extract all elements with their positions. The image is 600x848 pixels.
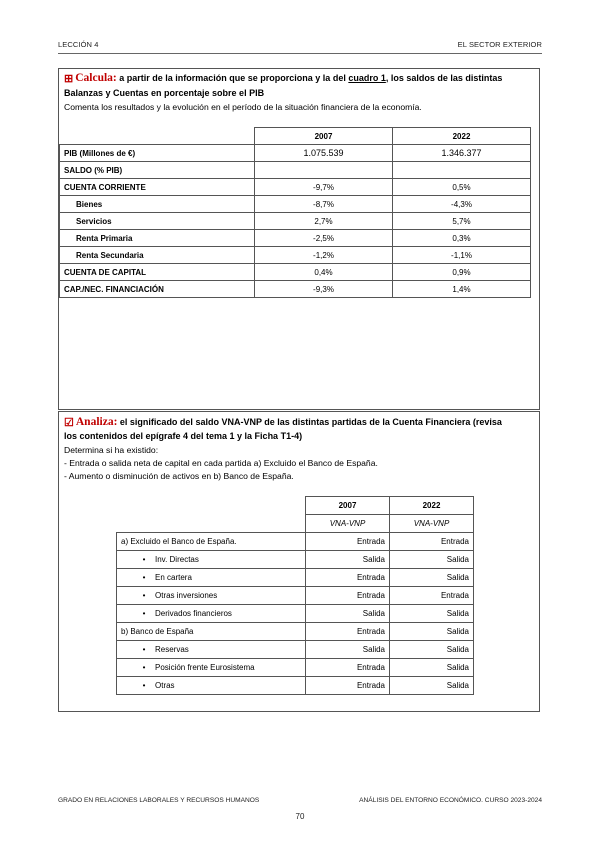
table-corner	[60, 128, 255, 145]
analiza-text-3: Determina si ha existido:	[64, 445, 159, 455]
cell-value[interactable]: -2,5%	[255, 230, 393, 247]
table-row	[60, 213, 531, 230]
table-row	[60, 162, 531, 179]
header-chapter: EL SECTOR EXTERIOR	[457, 40, 542, 49]
cell-value[interactable]: -9,3%	[255, 281, 393, 298]
row-label: a) Excluido el Banco de España.	[117, 533, 306, 551]
row-label: Reservas	[155, 645, 189, 654]
table-row	[60, 179, 531, 196]
table-row	[117, 659, 474, 677]
row-label: PIB (Millones de €)	[60, 145, 255, 162]
cell-value[interactable]: Salida	[390, 641, 474, 659]
row-label: Bienes	[60, 196, 255, 213]
table-row	[117, 677, 474, 695]
table-corner	[117, 497, 306, 515]
cell-value[interactable]: Salida	[390, 551, 474, 569]
cell-value[interactable]: Salida	[306, 551, 390, 569]
bullet-icon: •	[142, 609, 146, 618]
calcula-instruction: Comenta los resultados y la evolución en el período de la situación financiera de la economía.	[64, 102, 422, 112]
analiza-title	[64, 416, 535, 430]
table-row	[60, 230, 531, 247]
cell-value[interactable]: 0,4%	[255, 264, 393, 281]
row-label: CAP./NEC. FINANCIACIÓN	[60, 281, 255, 298]
cell-value[interactable]: -1,1%	[393, 247, 531, 264]
table-row	[60, 247, 531, 264]
calcula-text-1b: , los saldos de las distintas	[385, 73, 503, 83]
row-label: CUENTA CORRIENTE	[60, 179, 255, 196]
page-number: 70	[295, 812, 305, 821]
year-header: 2007	[306, 497, 390, 515]
cuadro-1-link[interactable]: cuadro 1	[348, 73, 386, 83]
year-header: 2022	[393, 128, 531, 145]
analiza-keyword: Analiza:	[75, 416, 118, 428]
row-label: Derivados financieros	[155, 609, 232, 618]
row-label: Renta Primaria	[60, 230, 255, 247]
calcula-keyword: Calcula:	[75, 72, 117, 84]
cell-value[interactable]: -8,7%	[255, 196, 393, 213]
cell-value[interactable]: 1.346.377	[393, 145, 531, 162]
bullet-icon: •	[142, 573, 146, 582]
cell-value[interactable]: Entrada	[306, 569, 390, 587]
analiza-text-5: - Aumento o disminución de activos en b) Banco de España.	[64, 471, 294, 481]
cell-value[interactable]: Salida	[390, 569, 474, 587]
subheader: VNA-VNP	[390, 515, 474, 533]
saldos-table	[59, 127, 531, 298]
row-label: Posición frente Eurosistema	[155, 663, 255, 672]
vna-vnp-table	[116, 496, 474, 695]
cell-value[interactable]: Salida	[390, 605, 474, 623]
table-row	[60, 145, 531, 162]
analiza-box	[58, 411, 540, 712]
table-row	[60, 281, 531, 298]
calcula-text-1: a partir de la información que se proporciona y la del	[119, 73, 346, 83]
bullet-icon: •	[142, 681, 146, 690]
cell-value[interactable]: Entrada	[306, 677, 390, 695]
year-header: 2022	[390, 497, 474, 515]
bullet-icon: •	[142, 645, 146, 654]
row-label: CUENTA DE CAPITAL	[60, 264, 255, 281]
table-row	[117, 623, 474, 641]
row-label: Inv. Directas	[155, 555, 199, 564]
row-label: Otras inversiones	[155, 591, 218, 600]
cell-value[interactable]: Salida	[390, 677, 474, 695]
cell-value[interactable]: Entrada	[390, 587, 474, 605]
header-lesson: LECCIÓN 4	[58, 40, 99, 49]
footer-degree: GRADO EN RELACIONES LABORALES Y RECURSOS HUMANOS	[58, 797, 260, 804]
grid-icon: ⊞	[64, 73, 74, 85]
analiza-text-4: - Entrada o salida neta de capital en cada partida a) Excluido el Banco de España.	[64, 458, 378, 468]
cell-value[interactable]: Entrada	[306, 533, 390, 551]
table-row	[117, 605, 474, 623]
calcula-box	[58, 68, 540, 410]
header-rule	[58, 53, 542, 54]
table-row	[117, 533, 474, 551]
row-label: En cartera	[155, 573, 192, 582]
calcula-text-2: Balanzas y Cuentas en porcentaje sobre el PIB	[64, 88, 265, 98]
cell-value[interactable]: -9,7%	[255, 179, 393, 196]
table-row	[60, 264, 531, 281]
table-row	[60, 196, 531, 213]
cell-value[interactable]	[393, 162, 531, 179]
analiza-text-1: el significado del saldo VNA-VNP de las distintas partidas de la Cuenta Financiera (revisa	[119, 417, 502, 427]
cell-value[interactable]: 1,4%	[393, 281, 531, 298]
table-row	[117, 551, 474, 569]
year-header: 2007	[255, 128, 393, 145]
cell-value[interactable]: 0,5%	[393, 179, 531, 196]
bullet-icon: •	[142, 663, 146, 672]
row-label: Renta Secundaria	[60, 247, 255, 264]
cell-value[interactable]: 0,3%	[393, 230, 531, 247]
calcula-title	[64, 72, 535, 86]
cell-value[interactable]: Salida	[306, 641, 390, 659]
cell-value[interactable]: 2,7%	[255, 213, 393, 230]
analiza-text-2: los contenidos del epígrafe 4 del tema 1 y la Ficha T1-4)	[64, 431, 303, 441]
cell-value[interactable]: Entrada	[306, 623, 390, 641]
cell-value[interactable]: Salida	[390, 623, 474, 641]
table-row	[117, 587, 474, 605]
bullet-icon: •	[142, 555, 146, 564]
row-label: b) Banco de España	[117, 623, 306, 641]
cell-value[interactable]: -1,2%	[255, 247, 393, 264]
cell-value[interactable]: 0,9%	[393, 264, 531, 281]
page-header	[58, 40, 542, 52]
cell-value[interactable]: Entrada	[306, 659, 390, 677]
bullet-icon: •	[142, 591, 146, 600]
table-corner	[117, 515, 306, 533]
cell-value[interactable]: Entrada	[306, 587, 390, 605]
cell-value[interactable]: 1.075.539	[255, 145, 393, 162]
checkbox-icon: ☑	[64, 417, 74, 429]
cell-value[interactable]	[255, 162, 393, 179]
cell-value[interactable]: -4,3%	[393, 196, 531, 213]
row-label: SALDO (% PIB)	[60, 162, 255, 179]
table-row	[117, 569, 474, 587]
row-label: Otras	[155, 681, 175, 690]
cell-value[interactable]: Salida	[390, 659, 474, 677]
cell-value[interactable]: Entrada	[390, 533, 474, 551]
table-row	[117, 641, 474, 659]
row-label: Servicios	[60, 213, 255, 230]
cell-value[interactable]: Salida	[306, 605, 390, 623]
footer-course: ANÁLISIS DEL ENTORNO ECONÓMICO. CURSO 2023-2024	[359, 797, 542, 804]
subheader: VNA-VNP	[306, 515, 390, 533]
cell-value[interactable]: 5,7%	[393, 213, 531, 230]
